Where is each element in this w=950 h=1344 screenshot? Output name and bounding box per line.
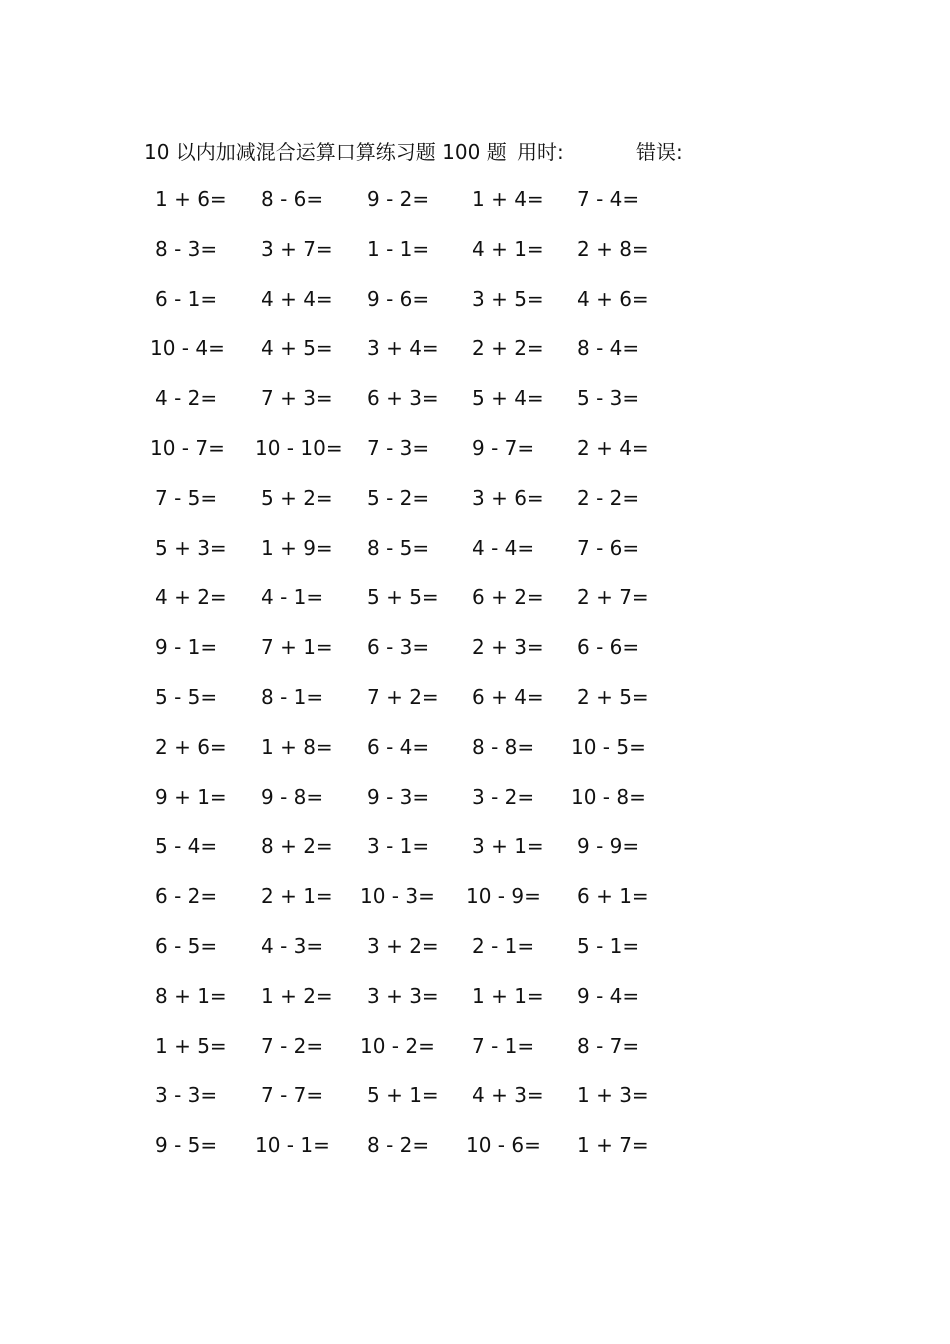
math-problem: 1 + 5= [155,1033,227,1058]
math-problem: 8 - 8= [472,734,535,759]
math-problem: 9 + 1= [155,784,227,809]
math-problem: 8 - 5= [367,535,430,560]
math-problem: 4 + 6= [577,286,649,311]
math-problem: 3 - 1= [367,834,430,859]
math-problem: 7 - 2= [261,1033,324,1058]
math-problem: 5 - 2= [367,485,430,510]
math-problem: 3 + 6= [472,485,544,510]
math-problem: 10 - 6= [466,1133,541,1158]
math-problem: 8 - 3= [155,236,218,261]
time-label: 用时: [517,140,564,164]
math-problem: 6 + 4= [472,685,544,709]
math-problem: 1 + 6= [155,187,227,211]
math-problem: 4 + 4= [261,286,333,311]
math-problem: 2 + 3= [472,635,544,660]
math-problem: 8 - 1= [261,685,324,709]
math-problem: 4 + 1= [472,236,544,261]
math-problem: 6 - 4= [367,734,430,759]
math-problem: 9 - 5= [155,1133,218,1158]
math-problem: 1 - 1= [367,236,430,261]
math-problem: 5 - 3= [577,386,640,411]
math-problem: 9 - 9= [577,834,640,859]
math-problem: 4 + 2= [155,585,227,610]
math-problem: 7 - 5= [155,485,218,510]
math-problem: 5 - 1= [577,934,640,958]
errors-label: 错误: [636,140,683,164]
math-problem: 8 - 7= [577,1033,640,1058]
math-problem: 3 - 2= [472,784,535,809]
math-problem: 8 - 2= [367,1133,430,1158]
math-problem: 3 + 7= [261,236,333,261]
math-problem: 7 - 4= [577,187,640,211]
math-problem: 3 + 5= [472,286,544,311]
math-problem: 7 - 7= [261,1083,324,1108]
math-problem: 10 - 1= [255,1133,330,1158]
math-problem: 3 + 1= [472,834,544,859]
math-problem: 2 - 1= [472,934,535,958]
math-problem: 2 + 2= [472,336,544,361]
math-problem: 10 - 8= [571,784,646,809]
math-problem: 5 + 4= [472,386,544,411]
math-problem: 6 - 3= [367,635,430,660]
math-problem: 4 + 3= [472,1083,544,1108]
math-problem: 4 + 5= [261,336,333,361]
math-problem: 10 - 5= [571,734,646,759]
math-problem: 3 - 3= [155,1083,218,1108]
math-problem: 2 + 8= [577,236,649,261]
math-problem: 10 - 4= [150,336,225,361]
math-problem: 10 - 2= [360,1033,435,1058]
math-problem: 10 - 10= [255,436,343,460]
worksheet-title: 10 以内加减混合运算口算练习题 100 题 [144,140,507,164]
math-problem: 5 + 1= [367,1083,439,1108]
math-problem: 5 + 5= [367,585,439,610]
math-problem: 7 - 6= [577,535,640,560]
math-problem: 10 - 3= [360,884,435,909]
math-problem: 1 + 8= [261,734,333,759]
math-problem: 7 - 1= [472,1033,535,1058]
math-problem: 2 + 6= [155,734,227,759]
math-problem: 9 - 6= [367,286,430,311]
math-problem: 2 - 2= [577,485,640,510]
math-problem: 1 + 9= [261,535,333,560]
math-problem: 6 + 3= [367,386,439,411]
math-problem: 9 - 8= [261,784,324,809]
math-problem: 1 + 2= [261,983,333,1008]
math-problem: 1 + 3= [577,1083,649,1108]
math-problem: 9 - 7= [472,436,535,460]
math-problem: 5 - 4= [155,834,218,859]
math-problem: 9 - 4= [577,983,640,1008]
math-problem: 4 - 3= [261,934,324,958]
math-problem: 10 - 7= [150,436,225,460]
math-problem: 2 + 7= [577,585,649,610]
math-problem: 6 - 2= [155,884,218,909]
math-problem: 9 - 2= [367,187,430,211]
math-problem: 1 + 4= [472,187,544,211]
math-problem: 4 - 2= [155,386,218,411]
math-problem: 1 + 7= [577,1133,649,1158]
math-problem: 5 - 5= [155,685,218,709]
math-problem: 8 + 1= [155,983,227,1008]
math-problem: 3 + 4= [367,336,439,361]
math-problem: 8 - 6= [261,187,324,211]
math-problem: 6 + 1= [577,884,649,909]
math-problem: 2 + 5= [577,685,649,709]
math-problem: 7 + 2= [367,685,439,709]
math-problem: 8 + 2= [261,834,333,859]
math-problem: 10 - 9= [466,884,541,909]
math-problem: 2 + 1= [261,884,333,909]
math-problem: 7 + 3= [261,386,333,411]
math-problem: 9 - 3= [367,784,430,809]
math-problem: 6 + 2= [472,585,544,610]
math-problem: 7 + 1= [261,635,333,660]
math-problem: 7 - 3= [367,436,430,460]
math-problem: 4 - 4= [472,535,535,560]
math-problem: 8 - 4= [577,336,640,361]
math-problem: 3 + 2= [367,934,439,958]
math-problem: 2 + 4= [577,436,649,460]
math-problem: 6 - 5= [155,934,218,958]
math-problem: 9 - 1= [155,635,218,660]
math-problem: 6 - 1= [155,286,218,311]
math-problem: 5 + 2= [261,485,333,510]
math-problem: 5 + 3= [155,535,227,560]
math-problem: 4 - 1= [261,585,324,610]
math-problem: 6 - 6= [577,635,640,660]
math-problem: 3 + 3= [367,983,439,1008]
math-problem: 1 + 1= [472,983,544,1008]
